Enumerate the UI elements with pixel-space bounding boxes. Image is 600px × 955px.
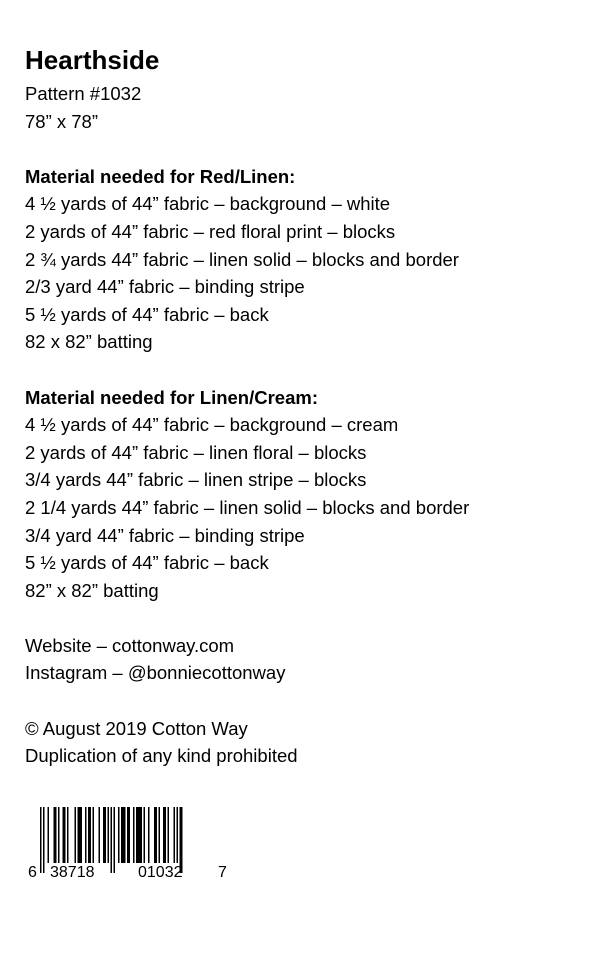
barcode-group-left: 38718 xyxy=(50,864,95,881)
linen-cream-item: 82” x 82” batting xyxy=(25,579,159,601)
barcode-bar xyxy=(99,807,101,863)
barcode-bar xyxy=(127,807,130,863)
duplication-notice: Duplication of any kind prohibited xyxy=(25,745,298,767)
barcode-bar xyxy=(54,807,57,863)
pattern-number: Pattern #1032 xyxy=(25,83,142,104)
page-title: Hearthside xyxy=(25,45,160,75)
website-line: Website – cottonway.com xyxy=(25,634,235,656)
barcode-bar xyxy=(174,807,176,863)
linen-cream-item: 4 ½ yards of 44” fabric – background – cream xyxy=(25,414,399,436)
linen-cream-heading: Material needed for Linen/Cream: xyxy=(25,386,318,408)
spacer xyxy=(25,687,585,715)
spacer xyxy=(25,135,585,163)
barcode-bar xyxy=(48,807,50,863)
barcode-bar xyxy=(85,807,87,863)
barcode-bar xyxy=(154,807,157,863)
barcode-bar xyxy=(103,807,106,863)
barcode-bar xyxy=(118,807,120,863)
red-linen-item: 2 yards of 44” fabric – red floral print – blocks xyxy=(25,220,396,242)
instagram-line: Instagram – @bonniecottonway xyxy=(25,662,286,684)
barcode-bar xyxy=(40,807,42,873)
barcode-bar xyxy=(148,807,150,863)
barcode-bar xyxy=(58,807,60,863)
spacer xyxy=(25,604,585,632)
red-linen-item: 4 ½ yards of 44” fabric – background – white xyxy=(25,193,391,215)
upc-barcode xyxy=(28,807,238,887)
red-linen-item: 5 ½ yards of 44” fabric – back xyxy=(25,303,269,325)
barcode-bar xyxy=(93,807,95,863)
linen-cream-item: 3/4 yard 44” fabric – binding stripe xyxy=(25,524,305,546)
barcode-bar xyxy=(75,807,77,863)
barcode-bar xyxy=(43,807,45,873)
barcode-bar xyxy=(121,807,126,863)
spacer xyxy=(25,356,585,384)
barcode-bar xyxy=(144,807,146,863)
barcode-digit-first: 6 xyxy=(28,864,37,881)
barcode-bar xyxy=(88,807,91,863)
content-column xyxy=(25,40,585,770)
barcode-bar xyxy=(108,807,110,863)
red-linen-item: 82 x 82” batting xyxy=(25,331,153,353)
red-linen-heading: Material needed for Red/Linen: xyxy=(25,165,296,187)
barcode-digit-last: 7 xyxy=(218,864,227,881)
barcode-bar xyxy=(63,807,66,863)
linen-cream-item: 2 yards of 44” fabric – linen floral – blocks xyxy=(25,441,367,463)
barcode-bar xyxy=(159,807,161,863)
linen-cream-item: 2 1/4 yards 44” fabric – linen solid – blocks and border xyxy=(25,496,470,518)
barcode-bar xyxy=(111,807,113,873)
barcode-bar xyxy=(177,807,179,863)
linen-cream-item: 5 ½ yards of 44” fabric – back xyxy=(25,552,269,574)
linen-cream-item: 3/4 yards 44” fabric – linen stripe – blocks xyxy=(25,469,367,491)
barcode-bar xyxy=(136,807,142,863)
copyright-line: © August 2019 Cotton Way xyxy=(25,717,248,739)
barcode-bar xyxy=(168,807,170,863)
barcode-bar xyxy=(163,807,166,863)
barcode-bar xyxy=(133,807,135,863)
quilt-size: 78” x 78” xyxy=(25,110,99,132)
barcode-bar xyxy=(78,807,83,863)
barcode-bar xyxy=(67,807,69,863)
red-linen-item: 2 ¾ yards 44” fabric – linen solid – blocks and border xyxy=(25,248,459,270)
barcode-group-right: 01032 xyxy=(138,864,183,881)
barcode-bar xyxy=(114,807,116,873)
red-linen-item: 2/3 yard 44” fabric – binding stripe xyxy=(25,276,305,298)
